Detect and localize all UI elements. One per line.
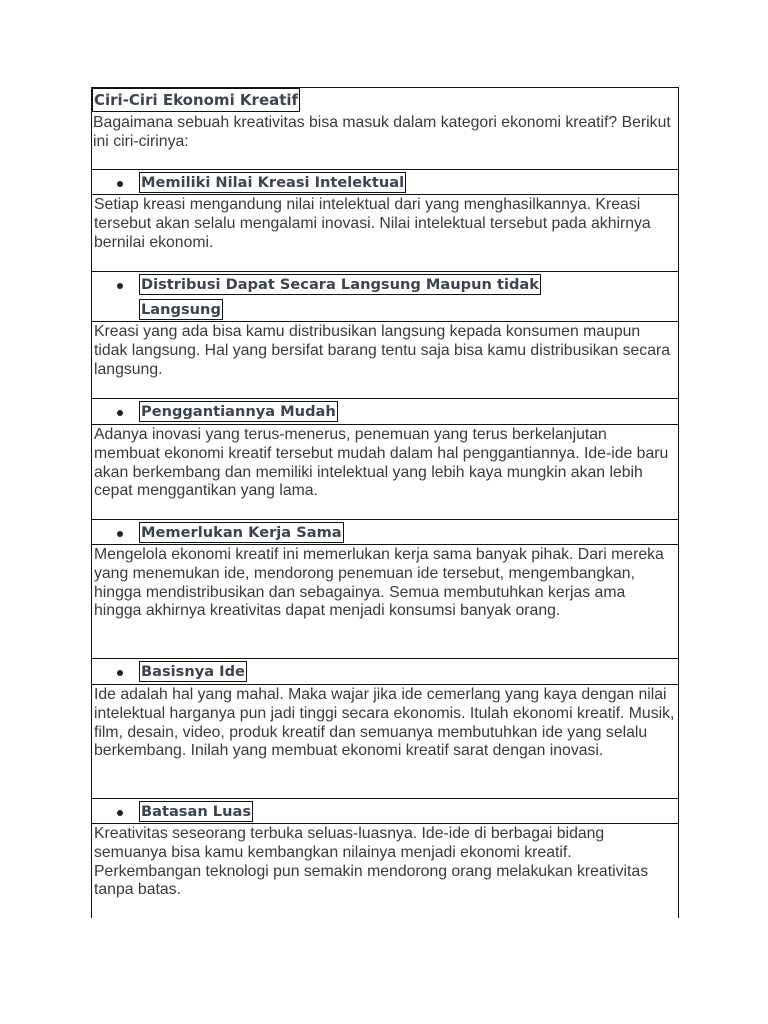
section-heading-row — [91, 271, 679, 322]
section-heading: Basisnya Ide — [141, 663, 245, 680]
section-body: Setiap kreasi mengandung nilai intelektual dari yang menghasilkannya. Kreasi tersebut akan selalu mengalami inovasi. Nilai intelektual tersebut pada akhirnya bernilai ekonomi. — [94, 196, 651, 251]
bullet-icon — [117, 670, 123, 676]
section-body: Adanya inovasi yang terus-menerus, penemuan yang terus berkelanjutan membuat ekonomi kreatif tersebut mudah dalam hal penggantiannya. Ide-ide baru akan berkembang dan memiliki intelektual yang lebih kaya mungkin akan lebih cepat menggantikan yang lama. — [94, 426, 669, 500]
bullet-icon — [117, 810, 123, 816]
section-heading-row — [91, 519, 679, 545]
section-heading-row — [91, 798, 679, 824]
section-body-row — [91, 424, 679, 520]
document — [91, 88, 679, 918]
title-block — [91, 87, 679, 170]
section-heading: Memerlukan Kerja Sama — [141, 524, 342, 541]
section-body-row — [91, 823, 679, 918]
section-body: Kreasi yang ada bisa kamu distribusikan langsung kepada konsumen maupun tidak langsung. Hal yang bersifat barang tentu saja bisa kamu distribusikan secara langsung. — [94, 323, 671, 378]
bullet-icon — [117, 283, 123, 289]
intro-paragraph: Bagaimana sebuah kreativitas bisa masuk dalam kategori ekonomi kreatif? Berikut ini ciri-cirinya: — [93, 114, 671, 150]
section-body: Ide adalah hal yang mahal. Maka wajar jika ide cemerlang yang kaya dengan nilai intelektual harganya pun jadi tinggi secara ekonomis. Itulah ekonomi kreatif. Musik, film, desain, video, produk kreatif dan semuanya membutuhkan ide yang selalu berkembang. Inilah yang membuat ekonomi kreatif sarat dengan inovasi. — [94, 686, 675, 760]
section-body-row — [91, 684, 679, 799]
section-heading: Memiliki Nilai Kreasi Intelektual — [141, 174, 405, 191]
section-body: Mengelola ekonomi kreatif ini memerlukan kerja sama banyak pihak. Dari mereka yang menemukan ide, mendorong penemuan ide tersebut, mengembangkan, hingga mendistribusikan dan sebagainya. Semua membutuhkan kerjas ama hingga akhirnya kreativitas dapat menjadi konsumsi banyak orang. — [94, 546, 664, 620]
section-heading-row — [91, 658, 679, 685]
section-heading-row — [91, 169, 679, 195]
section-heading: Distribusi Dapat Secara Langsung Maupun tidak Langsung — [141, 276, 539, 318]
bullet-icon — [117, 410, 123, 416]
section-heading: Batasan Luas — [141, 803, 252, 820]
bullet-icon — [117, 181, 123, 187]
section-body-row — [91, 194, 679, 272]
section-heading: Penggantiannya Mudah — [141, 403, 336, 420]
section-body-row — [91, 544, 679, 659]
section-body: Kreativitas seseorang terbuka seluas-luasnya. Ide-ide di berbagai bidang semuanya bisa kamu kembangkan nilainya menjadi ekonomi kreatif. Perkembangan teknologi pun semakin mendorong orang melakukan kreativitas tanpa batas. — [94, 825, 649, 899]
section-body-row — [91, 321, 679, 399]
section-heading-row — [91, 398, 679, 425]
document-title: Ciri-Ciri Ekonomi Kreatif — [92, 88, 300, 112]
bullet-icon — [117, 531, 123, 537]
